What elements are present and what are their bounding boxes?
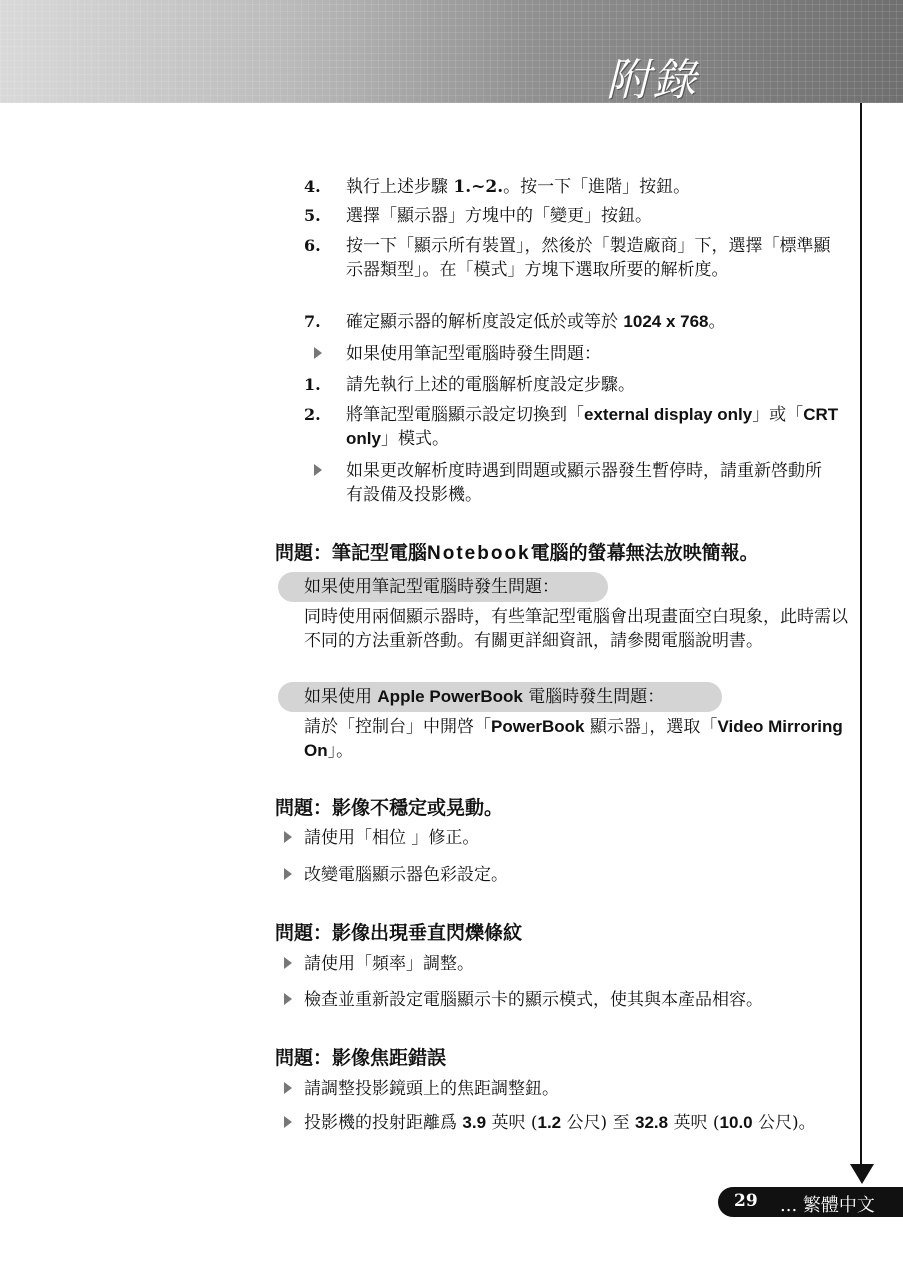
answer-notebook: 同時使用兩個顯示器時，有些筆記型電腦會出現畫面空白現象，此時需以不同的方法重新啓動。有關更詳細資訊，請參閱電腦說明書。 — [304, 607, 848, 651]
margin-rule — [860, 103, 862, 1165]
note-notebook: 如果使用筆記型電腦時發生問題： — [346, 344, 601, 364]
condition-powerbook: 如果使用 Apple PowerBook 電腦時發生問題： — [278, 682, 722, 712]
step-number: 6. — [304, 236, 321, 255]
language-label: ... 繁體中文 — [780, 1195, 875, 1216]
step-text: 將筆記型電腦顯示設定切換到「external display only」或「CRT only」模式。 — [346, 405, 839, 449]
answer-frequency: 請使用「頻率」調整。 — [304, 954, 474, 974]
down-arrow-icon — [850, 1164, 874, 1184]
bullet-arrow-icon — [284, 993, 292, 1005]
step-number: 5. — [304, 206, 321, 225]
step-number: 1. — [304, 375, 321, 394]
answer-phase: 請使用「相位 」修正。 — [304, 828, 480, 848]
answer-focus-ring: 請調整投影鏡頭上的焦距調整鈕。 — [304, 1079, 559, 1099]
answer-display-mode: 檢查並重新設定電腦顯示卡的顯示模式，使其與本產品相容。 — [304, 990, 763, 1010]
step-text: 執行上述步驟 1.~2.。按一下「進階」按鈕。 — [346, 177, 691, 197]
answer-throw-distance: 投影機的投射距離爲 3.9 英呎 (1.2 公尺) 至 32.8 英呎 (10.0 公尺)。 — [304, 1113, 816, 1133]
step-number: 7. — [304, 312, 321, 331]
answer-powerbook: 請於「控制台」中開啓「PowerBook 顯示器」，選取「Video Mirroring On」。 — [304, 717, 843, 761]
page-number: 29 — [734, 1191, 758, 1211]
answer-color: 改變電腦顯示器色彩設定。 — [304, 865, 508, 885]
question-focus-heading: 問題：影像焦距錯誤 — [275, 1047, 447, 1069]
condition-notebook: 如果使用筆記型電腦時發生問題： — [278, 572, 608, 602]
bullet-arrow-icon — [284, 1116, 292, 1128]
step-text: 按一下「顯示所有裝置」，然後於「製造廠商」下，選擇「標準顯示器類型」。在「模式」方塊下選取所要的解析度。 — [346, 236, 831, 280]
bullet-arrow-icon — [284, 957, 292, 969]
page-tab — [718, 1187, 903, 1217]
step-text: 請先執行上述的電腦解析度設定步驟。 — [346, 375, 635, 395]
section-title: 附錄 — [606, 55, 698, 106]
bullet-arrow-icon — [284, 831, 292, 843]
step-number: 4. — [304, 177, 321, 196]
step-text: 確定顯示器的解析度設定低於或等於 1024 x 768。 — [346, 312, 726, 332]
question-unstable-heading: 問題：影像不穩定或晃動。 — [275, 797, 504, 819]
question-notebook-heading: 問題：筆記型電腦Notebook電腦的螢幕無法放映簡報。 — [275, 542, 759, 564]
step-number: 2. — [304, 405, 321, 424]
question-flicker-heading: 問題：影像出現垂直閃爍條紋 — [275, 922, 523, 944]
bullet-arrow-icon — [284, 1082, 292, 1094]
note-restart: 如果更改解析度時遇到問題或顯示器發生暫停時，請重新啓動所有設備及投影機。 — [346, 461, 822, 505]
bullet-arrow-icon — [314, 347, 322, 359]
header-banner — [0, 0, 903, 106]
bullet-arrow-icon — [314, 464, 322, 476]
step-text: 選擇「顯示器」方塊中的「變更」按鈕。 — [346, 206, 652, 226]
bullet-arrow-icon — [284, 868, 292, 880]
